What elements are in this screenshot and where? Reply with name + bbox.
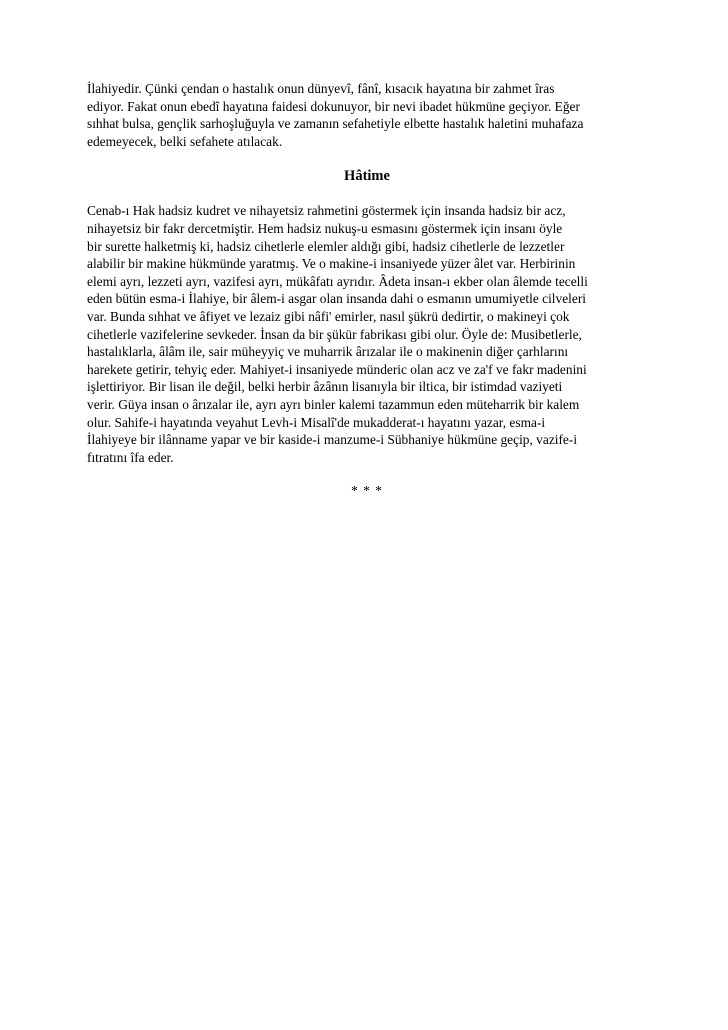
text-line: bir surette halketmiş ki, hadsiz cihetlerle elemler aldığı gibi, hadsiz cihetlerle de lezzetler — [87, 238, 565, 254]
text-line: hastalıklarla, âlâm ile, sair müheyyiç ve muharrik ârızalar ile o makinenin diğer çarhlarını — [87, 344, 569, 360]
text-line: İlahiyedir. Çünki çendan o hastalık onun dünyevî, fânî, kısacık hayatına bir zahmet îras — [87, 81, 555, 96]
text-line: elemi ayrı, lezzeti ayrı, vazifesi ayrı, mükâfatı ayrıdır. Âdeta insan-ı ekber olan âlemde tecelli — [87, 273, 588, 289]
intro-paragraph — [87, 80, 647, 150]
text-line: Cenab-ı Hak hadsiz kudret ve nihayetsiz rahmetini göstermek için insanda hadsiz bir acz, — [87, 203, 566, 219]
text-line: ediyor. Fakat onun ebedî hayatına faidesi dokunuyor, bir nevi ibadet hükmüne geçiyor. Eğer — [87, 98, 580, 114]
text-line: İlahiyeye bir ilânname yapar ve bir kaside-i manzume-i Sübhaniye hükmüne geçip, vazife-i — [87, 432, 578, 448]
body-paragraph — [87, 202, 647, 466]
text-line: harekete getirir, tehyiç eder. Mahiyet-i insaniyede münderic olan acz ve za'f ve fakr madenini — [87, 361, 587, 377]
text-line: nihayetsiz bir fakr dercetmiştir. Hem hadsiz nukuş-u esmasını göstermek için insanı öyle — [87, 220, 563, 236]
document-page — [87, 80, 647, 499]
section-separator: * * * — [351, 483, 383, 499]
text-line: cihetlerle vazifelerine sevkeder. İnsan da bir şükür fabrikası gibi olur. Öyle de: Musibetlerle, — [87, 326, 582, 342]
text-line: fıtratını îfa eder. — [87, 449, 174, 465]
text-line: eden bütün esma-i İlahiye, bir âlem-i asgar olan insanda dahi o esmanın umumiyetle cilveleri — [87, 291, 587, 307]
section-heading: Hâtime — [344, 168, 390, 185]
text-line: işlettiriyor. Bir lisan ile değil, belki herbir âzânın lisanıyla bir iltica, bir istimdad vaziyeti — [87, 379, 563, 395]
text-line: edemeyecek, belki sefahete atılacak. — [87, 133, 283, 149]
text-line: verir. Güya insan o ârızalar ile, ayrı ayrı binler kalemi tazammun eden müteharrik bir kalem — [87, 396, 580, 412]
text-line: alabilir bir makine hükmünde yaratmış. Ve o makine-i insaniyede yüzer âlet var. Herbirinin — [87, 256, 576, 272]
text-line: olur. Sahife-i hayatında veyahut Levh-i Misalî'de mukadderat-ı hayatını yazar, esma-i — [87, 414, 546, 430]
text-line: var. Bunda sıhhat ve âfiyet ve lezaiz gibi nâfi' emirler, nasıl şükrü dedirtir, o makineyi çok — [87, 308, 570, 324]
text-line: sıhhat bulsa, gençlik sarhoşluğuyla ve zamanın sefahetiyle elbette hastalık haletini muhafaza — [87, 116, 584, 132]
